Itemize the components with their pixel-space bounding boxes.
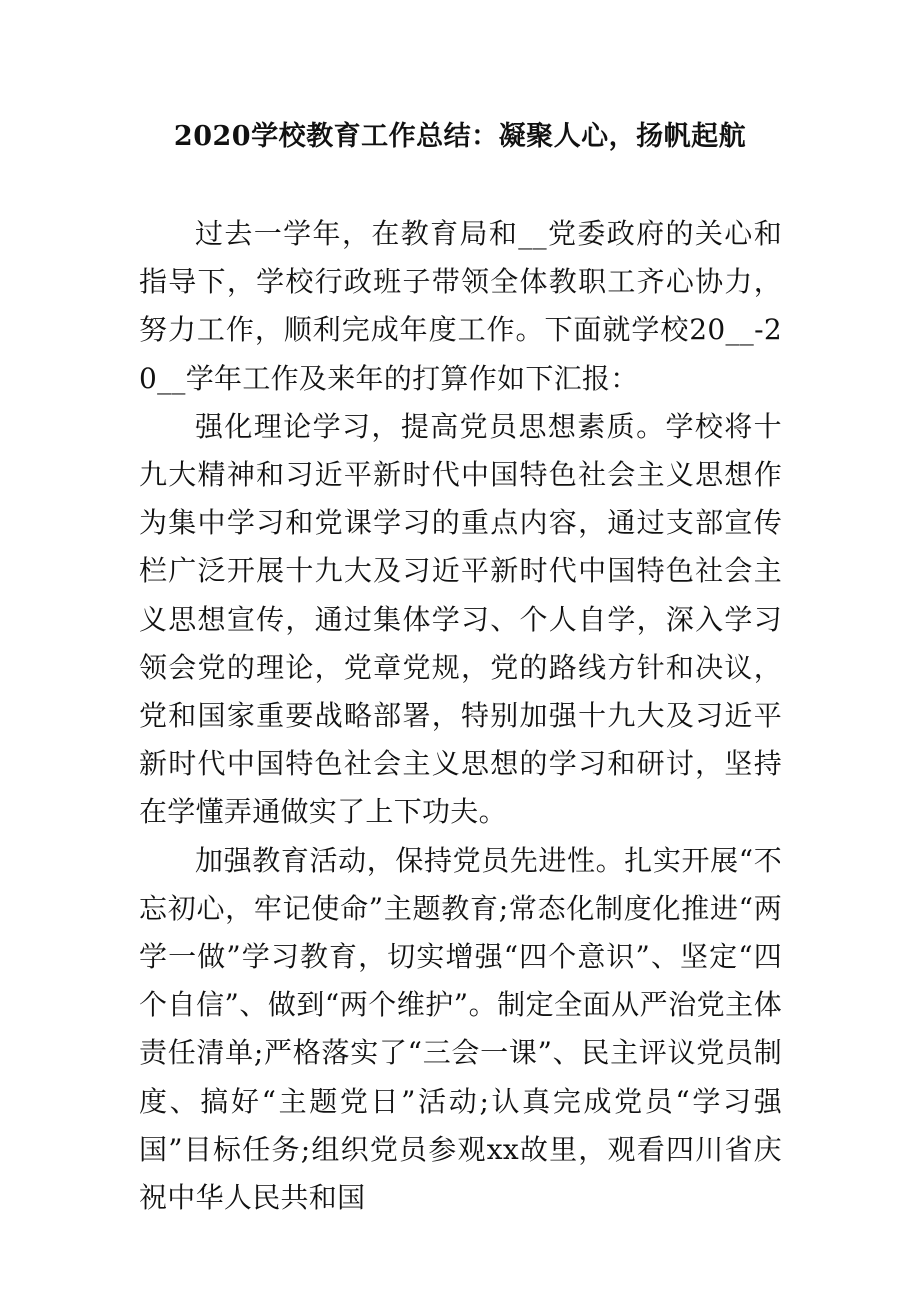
document-title: 2020学校教育工作总结：凝聚人心，扬帆起航 [173, 121, 747, 152]
paragraph-intro: 过去一学年，在教育局和__党委政府的关心和指导下，学校行政班子带领全体教职工齐心协力，努力工作，顺利完成年度工作。下面就学校20__-20__学年工作及来年的打算作如下汇报： [139, 217, 782, 395]
paragraph-theory-study: 强化理论学习，提高党员思想素质。学校将十九大精神和习近平新时代中国特色社会主义思想作为集中学习和党课学习的重点内容，通过支部宣传栏广泛开展十九大及习近平新时代中国特色社会主义思想宣传，通过集体学习、个人自学，深入学习领会党的理论，党章党规，党的路线方针和决议，党和国家重要战略部署，特别加强十九大及习近平新时代中国特色社会主义思想的学习和研讨，坚持在学懂弄通做实了上下功夫。 [139, 409, 782, 829]
document-body [139, 210, 782, 1222]
paragraph-education-activities: 加强教育活动，保持党员先进性。扎实开展“不忘初心，牢记使命”主题教育;常态化制度化推进“两学一做”学习教育，切实增强“四个意识”、坚定“四个自信”、做到“两个维护”。制定全面从严治党主体责任清单;严格落实了“三会一课”、民主评议党员制度、搞好“主题党日”活动;认真完成党员“学习强国”目标任务;组织党员参观xx故里，观看四川省庆祝中华人民共和国 [139, 843, 782, 1215]
